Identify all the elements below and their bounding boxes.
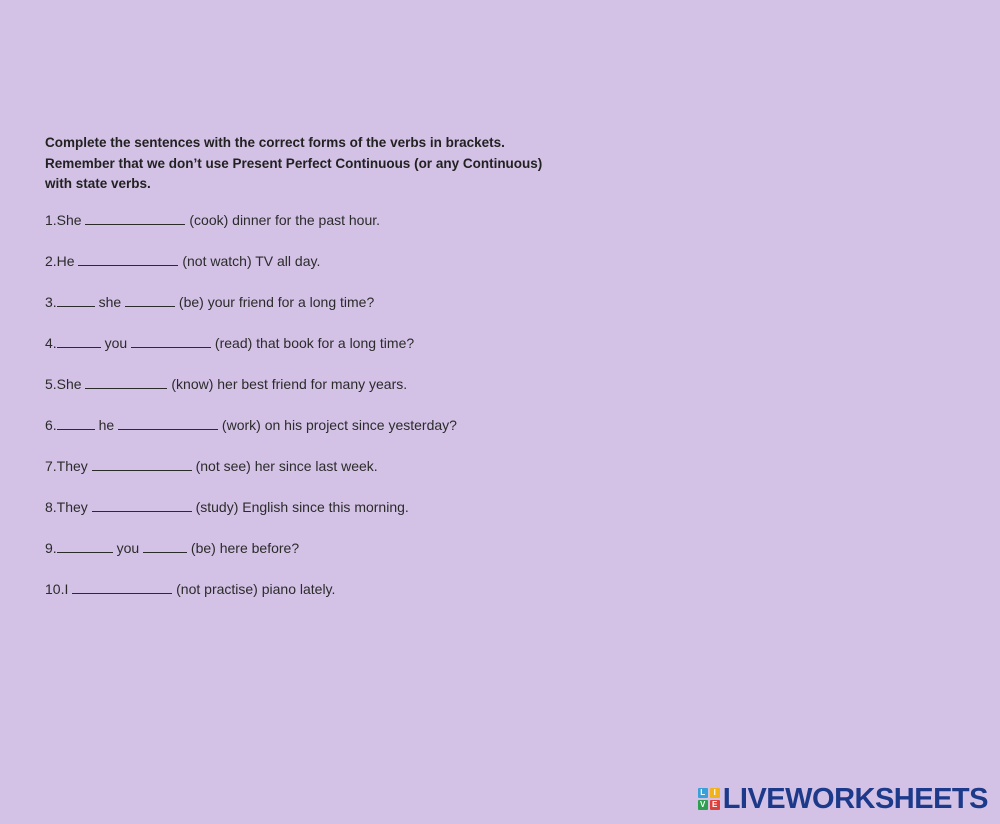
item-text: (not practise) piano lately. (172, 580, 336, 597)
answer-blank[interactable] (72, 583, 172, 594)
item-text: (not watch) TV all day. (178, 252, 321, 269)
exercise-item (45, 252, 605, 293)
answer-blank[interactable] (131, 337, 211, 348)
item-text: you (112, 539, 144, 556)
item-text: 3. (45, 293, 57, 310)
item-text: 9. (45, 539, 57, 556)
answer-blank[interactable] (57, 337, 101, 348)
item-text: you (100, 334, 132, 351)
item-text: 8.They (45, 498, 92, 515)
answer-blank[interactable] (57, 542, 113, 553)
worksheet (45, 133, 605, 621)
instructions (45, 133, 605, 195)
exercise-item (45, 416, 605, 457)
item-text: (be) here before? (187, 539, 300, 556)
item-text: (work) on his project since yesterday? (218, 416, 457, 433)
answer-blank[interactable] (85, 378, 167, 389)
item-text: he (94, 416, 119, 433)
item-text: she (94, 293, 126, 310)
item-text: (read) that book for a long time? (211, 334, 415, 351)
exercise-item (45, 539, 605, 580)
item-text: (not see) her since last week. (191, 457, 378, 474)
liveworksheets-logo (698, 784, 988, 814)
item-text: 5.She (45, 375, 86, 392)
exercise-list (45, 211, 605, 621)
instructions-line: Remember that we don’t use Present Perfect Continuous (or any Continuous) (45, 155, 543, 171)
instructions-line: with state verbs. (45, 176, 151, 191)
item-text: (cook) dinner for the past hour. (185, 211, 381, 228)
exercise-item (45, 211, 605, 252)
answer-blank[interactable] (57, 296, 95, 307)
logo-cell: L (698, 788, 708, 798)
item-text: 6. (45, 416, 57, 433)
answer-blank[interactable] (92, 460, 192, 471)
item-text: (study) English since this morning. (191, 498, 409, 515)
item-text: 10.I (45, 580, 73, 597)
exercise-item (45, 498, 605, 539)
logo-cell: V (698, 800, 708, 810)
answer-blank[interactable] (125, 296, 175, 307)
logo-cell: E (710, 800, 720, 810)
answer-blank[interactable] (92, 501, 192, 512)
instructions-line: Complete the sentences with the correct forms of the verbs in brackets. (45, 135, 505, 150)
logo-icon (698, 788, 720, 810)
exercise-item (45, 457, 605, 498)
item-text: 7.They (45, 457, 92, 474)
answer-blank[interactable] (143, 542, 187, 553)
answer-blank[interactable] (57, 419, 95, 430)
exercise-item (45, 334, 605, 375)
logo-cell: I (710, 788, 720, 798)
item-text: 1.She (45, 211, 86, 228)
exercise-item (45, 293, 605, 334)
answer-blank[interactable] (118, 419, 218, 430)
logo-text: LIVEWORKSHEETS (722, 782, 988, 815)
answer-blank[interactable] (85, 214, 185, 225)
item-text: (know) her best friend for many years. (167, 375, 408, 392)
exercise-item (45, 375, 605, 416)
answer-blank[interactable] (78, 255, 178, 266)
item-text: 4. (45, 334, 57, 351)
item-text: (be) your friend for a long time? (175, 293, 375, 310)
item-text: 2.He (45, 252, 79, 269)
exercise-item (45, 580, 605, 621)
